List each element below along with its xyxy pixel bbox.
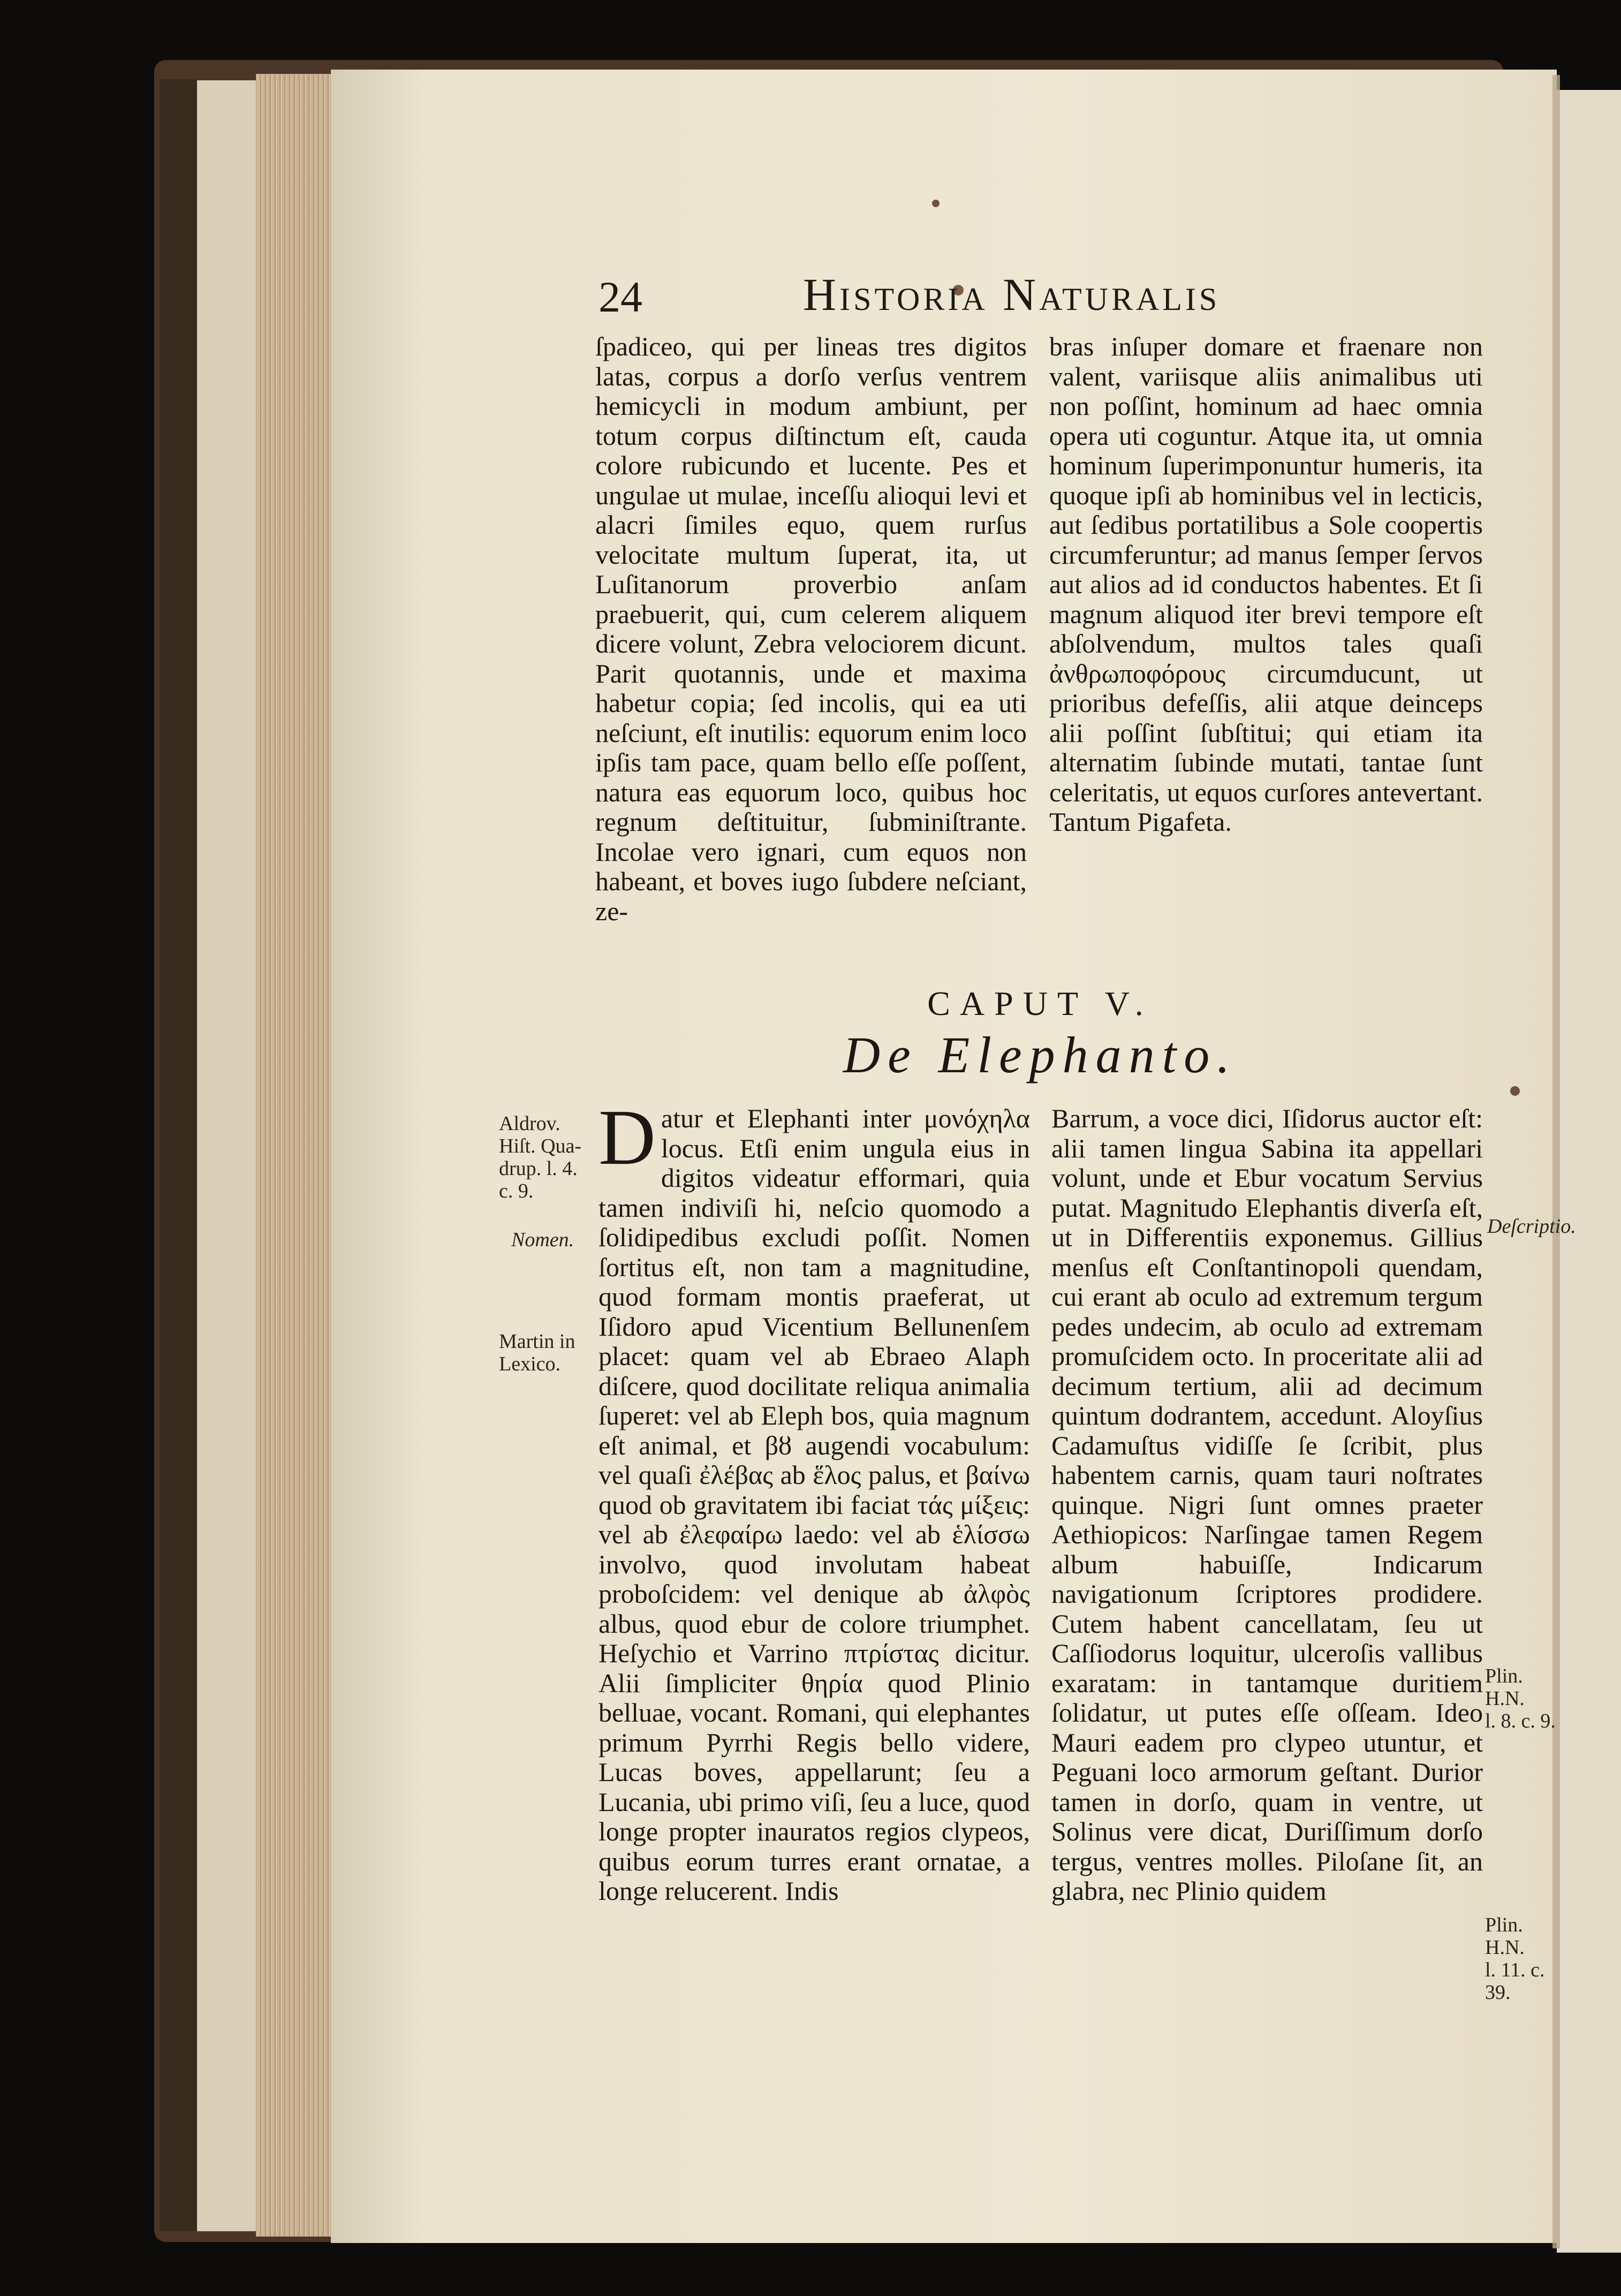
endpaper-strip	[197, 80, 256, 2231]
board-edge	[160, 79, 197, 2231]
top-right-text: bras inſuper domare et fraenare non valent, variisque aliis animalibus uti non poſſint, hominum ad haec omnia opera uti coguntur. Atque ita, ut omnia hominum ſuperimponuntur humeris, ita quoque ipſi ab hominibus vel in lecticis, aut ſedibus portatilibus a Sole coopertis circumferuntur; ad manus ſemper ſervos aut alios ad id conductos habentes. Et ſi magnum aliquod iter brevi tempore eſt abſolvendum, multos tales quaſi ἀνθρωποφόρους circumducunt, ut prioribus defeſſis, alii atque deinceps alii poſſint ſubſtitui; qui etiam ita alternatim ſubinde mutati, tantae ſunt celeritatis, ut equos curſores antevertant. Tantum Pigafeta.	[1049, 332, 1483, 837]
chapter-title: De Elephanto.	[843, 1026, 1238, 1083]
chapter-heading: CAPUT V.	[927, 984, 1153, 1022]
main-left-text: atur et Elephanti inter μονόχηλα locus. Etſi enim ungula eius in digitos videatur efformari, quia tamen indiviſi hi, neſcio quomodo a ſolidipedibus excludi poſſit. Nomen ſortitus eſt, non tam a magnitudine, quod formam montis praeferat, ut Iſidoro apud Vicentium Bellunenſem placet: quam vel ab Ebraeo Alaph diſcere, quod docilitate reliqua animalia ſuperet: vel ab Eleph bos, quia magnum eſt animal, et βȣ augendi vocabulum: vel quaſi ἐλέβας ab ἕλος palus, et βαίνω quod ob gravitatem ibi faciat τάς μίξεις: vel ab ἐλεφαίρω laedo: vel ab ἑλίσσω involvo, quod involutam habeat proboſcidem: vel denique ab ἀλφὸς albus, quod ebur de colore triumphet. Heſychio et Varrino πτρίστας dicitur. Alii ſimpliciter θηρία quod Plinio belluae, vocant. Romani, qui elephantes primum Pyrrhi Regis bello videre, Lucas boves, appellarunt; ſeu a Lucania, ubi primo viſi, ſeu a luce, quod longe propter inauratos regios clypeos, quibus eorum turres erant ornatae, a longe relucerent. Indis	[599, 1104, 1030, 1906]
margin-note-descriptio: Deſcriptio.	[1487, 1215, 1576, 1238]
main-left-column	[599, 1104, 1030, 1987]
running-title: Historia Naturalis	[803, 269, 1221, 320]
main-right-column	[1051, 1104, 1483, 2003]
margin-note-aldrov: Aldrov. Hiſt. Qua- drup. l. 4. c. 9.	[499, 1112, 582, 1202]
top-left-text: ſpadiceo, qui per lineas tres digitos latas, corpus a dorſo verſus ventrem hemicycli in modum ambiunt, per totum corpus diſtinctum eſt, cauda colore rubicundo et lucente. Pes et ungulae ut mulae, inceſſu alioqui levi et alacri ſimiles equo, quem rurſus velocitate multum ſuperat, ita, ut Luſitanorum proverbio anſam praebuerit, qui, cum celerem aliquem dicere volunt, Zebra velociorem dicunt. Parit quotannis, unde et maxima habetur copia; ſed incolis, qui ea uti neſciunt, eſt inutilis: equorum enim loco ipſis tam pace, quam bello eſſe poſſent, natura eas equorum loco, quibus hoc regnum deſtituitur, ſubminiſtrante. Incolae vero ignari, cum equos non habeant, et boves iugo ſubdere neſciant, ze-	[595, 332, 1027, 926]
top-right-column	[1049, 332, 1483, 964]
page-number: 24	[599, 272, 642, 321]
main-right-text: Barrum, a voce dici, Iſidorus auctor eſt: alii tamen lingua Sabina ita appellari volunt, unde et Ebur vocatum Servius putat. Magnitudo Elephantis diverſa eſt, ut in Differentiis exponemus. Gillius menſus eſt Conſtantinopoli quendam, cui erant ab oculo ad extremum tergum pedes undecim, ab oculo ad extremam promuſcidem octo. In proceritate alii ad decimum tertium, alii ad decimum quintum dodrantem, accedunt. Aloyſius Cadamuſtus vidiſſe ſe ſcribit, plus habentem carnis, quam tauri noſtrates quinque. Nigri ſunt omnes praeter Aethiopicos: Narſingae tamen Regem album habuiſſe, Indicarum navigationum ſcriptores prodidere. Cutem habent cancellatam, ſeu ut Caſſiodorus loquitur, ulceroſis vallibus exaratam: in tantamque duritiem ſolidatur, ut putes eſſe oſſeam. Ideo Mauri eadem pro clypeo utuntur, et Peguani loco armorum geſtant. Durior tamen in dorſo, quam in ventre, ut Solinus vere dicat, Duriſſimum dorſo tergus, ventres molles. Piloſane ſit, an glabra, nec Plinio quidem	[1051, 1104, 1483, 1906]
margin-note-martin: Martin in Lexico.	[499, 1330, 575, 1375]
running-header	[599, 268, 1509, 327]
drop-cap: D	[599, 1104, 656, 1181]
margin-note-plin-2: Plin. H.N. l. 11. c. 39.	[1485, 1914, 1545, 2004]
page-edges	[256, 74, 331, 2237]
top-left-column	[595, 332, 1027, 964]
margin-note-nomen: Nomen.	[511, 1229, 574, 1251]
margin-note-plin-1: Plin. H.N. l. 8. c. 9.	[1485, 1665, 1556, 1732]
facing-page-sliver	[1557, 90, 1621, 2253]
